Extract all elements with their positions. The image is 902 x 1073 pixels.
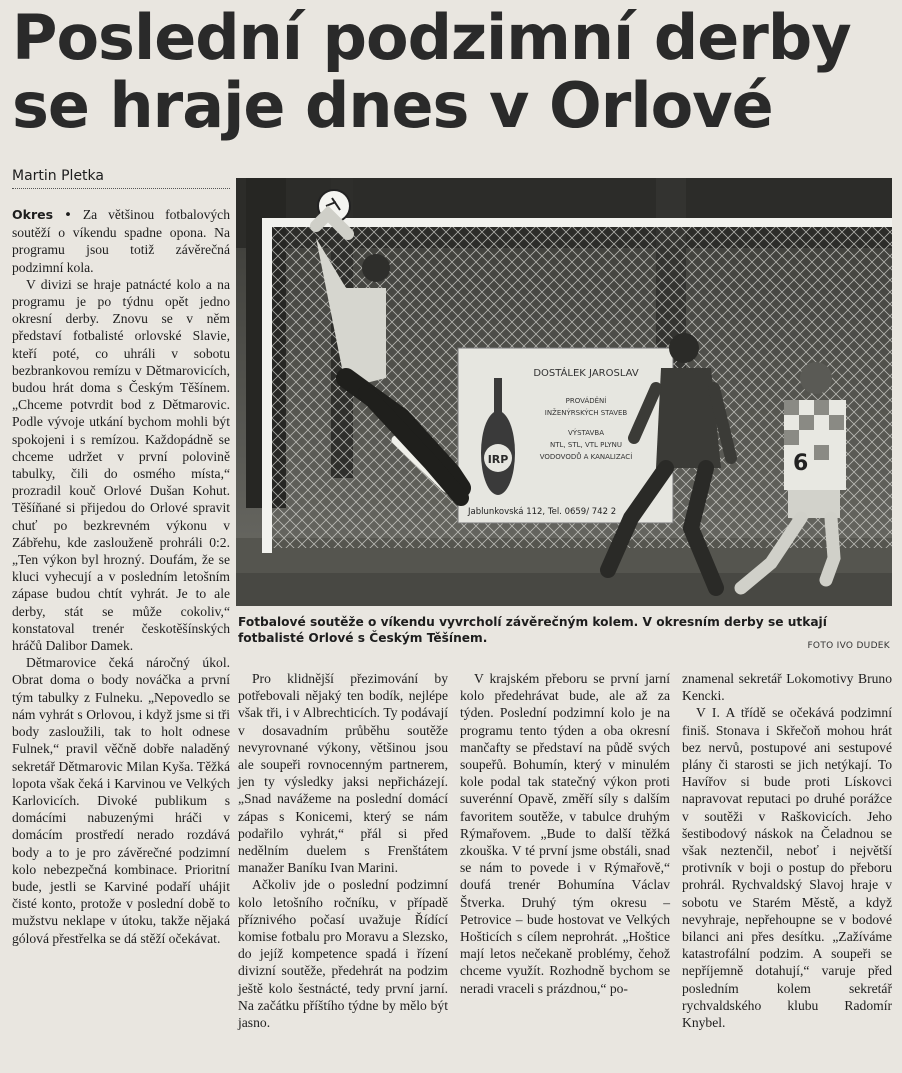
sign-logo: IRP (487, 453, 509, 466)
paragraph: V I. A třídě se očekává podzimní finiš. Stonava i Skřečoň mohou hrát bez nervů, postupové ani sestupové plány či starosti se jich netýkají. To Havířov si bude proti Lískovci napravovat reputaci po druhé porážce v soutěži v Raškovicích. Jeho šestibodový náskok na Čeladnou se však neztenčil, neboť i největší protivník v boji o postup do přeboru prohrál. Rychvaldský Slavoj hraje v sobotu ve Starém Městě, a když nevyhraje, nepřehoupne se v bodové bilanci ani přes desítku. „Zažíváme katastrofální podzim. A soupeři se nepříjemně dotahují,“ varuje před posledním kolem sekretář rychvaldského klubu Radomír Knybel. (682, 705, 892, 1031)
photo-credit: FOTO IVO DUDEK (807, 641, 890, 651)
sign-line-1: DOSTÁLEK JAROSLAV (533, 368, 639, 379)
article-column-3 (460, 670, 670, 997)
paragraph: Dětmarovice čeká náročný úkol. Obrat doma o body nováčka a první tým tabulky z Fulneku. „Nepovedlo se nám vyhrát s Orlovou, i když jsme si tři body zasloužili, tak to holt odnese Fulnek,“ pravil věčně dobře naladěný sekretář Dětmarovic Milan Kyša. Těžká lopota však čeká i Karvinou ve Velkých Karlovicích. Divoké publikum s domácími nabuzenými hráči v domácím prostředí nerado rozdává body a to je pro závěrečné podzimní kolo nebezpečná kombinace. Prioritní bude, jestli se Karviné podaří uhájit čisté konto, protože v poslední době to mužstvu neklape v útoku, takže nějaká gólová přestřelka se dá stěží očekávat. (12, 655, 230, 946)
paragraph-continued: znamenal sekretář Lokomotivy Bruno Kencki. (682, 671, 892, 704)
sign-line-3: INŽENÝRSKÝCH STAVEB (544, 409, 628, 417)
article-column-4 (682, 670, 892, 1031)
paragraph: V krajském přeboru se první jarní kolo předehrávat bude, ale až za týden. Poslední podzimní kolo je na programu tento týden a oba okresní mančafty se představí na půdě svých soupeřů. Bohumín, který v minulém kole podal tak statečný výkon proti suverénní Opavě, změří síly s dalším favoritem soutěže, v tabulce druhým Rýmařovem. „Bude to další těžká zkouška. V té první jsme obstáli, snad se nám to povede i v Rýmařově,“ doufá trenér Bohumína Václav Štverka. Druhý tým okresu – Petrovice – bude hostovat ve Velkých Hošticích s cílem neprohrát. „Hoštice mají letos nečekaně problémy, čehož chceme využít. Rozhodně bychom se neradi vraceli s prázdnou,“ po- (460, 671, 670, 996)
photo-caption: Fotbalové soutěže o víkendu vyvrcholí závěrečným kolem. V okresním derby se utkají fotbalisté Orlové s Českým Těšínem. (238, 615, 827, 645)
lead-keyword: Okres (12, 207, 54, 222)
article-column-1 (12, 206, 230, 947)
headline (12, 1, 892, 142)
photo-football-goal-scene (236, 178, 892, 606)
sign-line-4: VÝSTAVBA (568, 429, 604, 437)
byline: Martin Pletka (12, 168, 230, 189)
paragraph: V divizi se hraje patnácté kolo a na programu je po týdnu opět jedno okresní derby. Znovu se v něm představí fotbalisté orlovské Slavie, kteří poté, co uhráli v sobotu bezbrankovou remízu v Dětmarovicích, budou hrát doma s Českým Těšínem. „Chceme potvrdit bod z Dětmarovic. Podle vývoje utkání bychom mohli být spokojeni i s remízou. Každopádně se chceme udržet v první polovině tabulky, čili do osmého místa,“ prozradil kouč Orlové Dušan Kohut. Těšíňané si přijedou do Orlové spravit chuť po bezkrevném výkonu v Zábřehu, kde zaslouženě prohráli 0:2. „Ten výkon byl hrozný. Doufám, že se kluci vyhecují a v posledním letošním zápase budou chtít vyhrát. Je to ale derby, stát se může cokoliv,“ konstatoval trenér českotěšínských hráčů Dalibor Damek. (12, 276, 230, 654)
lead-text: Za většinou fotbalových soutěží o víkendu spadne opona. Na programu jsou totiž závěrečná podzimní kola. (12, 207, 230, 275)
lead-paragraph (12, 206, 230, 276)
article-photo (236, 178, 892, 606)
jersey-number: 6 (793, 451, 809, 476)
sign-address: Jablunkovská 112, Tel. 0659/ 742 2 (468, 507, 617, 517)
lead-separator: • (63, 207, 72, 223)
sign-line-5: NTL, STL, VTL PLYNU (550, 441, 622, 449)
sign-line-2: PROVÁDĚNÍ (565, 397, 607, 405)
article-column-2 (238, 670, 448, 1031)
paragraph: Ačkoliv jde o poslední podzimní kolo letošního ročníku, v případě příznivého počasí uvažuje Řídící komise fotbalu pro Moravu a Slezsko, do jejíž kompetence spadá i řízení divizní soutěže, předehrát na podzim ještě kolo šestnácté, tedy první jarní. Na začátku příštího týdne by mělo být jasno. (238, 877, 448, 1031)
sign-line-6: VODOVODŮ A KANALIZACÍ (539, 453, 633, 461)
paragraph: Pro klidnější přezimování by potřebovali nějaký ten bodík, nejlépe však tři, i v Albrechticích. Ty podávají v dosavadním průběhu soutěže nevyrovnané výkony, většinou jsou ale soupeři rovnocenným partnerem, jen ty výsledky jaksi nepřicházejí. „Snad navážeme na poslední domácí zápas s Konicemi, který se nám podařilo vyhrát,“ přál si před nedělním duelem s Frenštátem manažer Baníku Ivan Marini. (238, 671, 448, 876)
headline-line-1: Poslední podzimní derby (12, 1, 851, 74)
headline-line-2: se hraje dnes v Orlové (12, 69, 773, 142)
